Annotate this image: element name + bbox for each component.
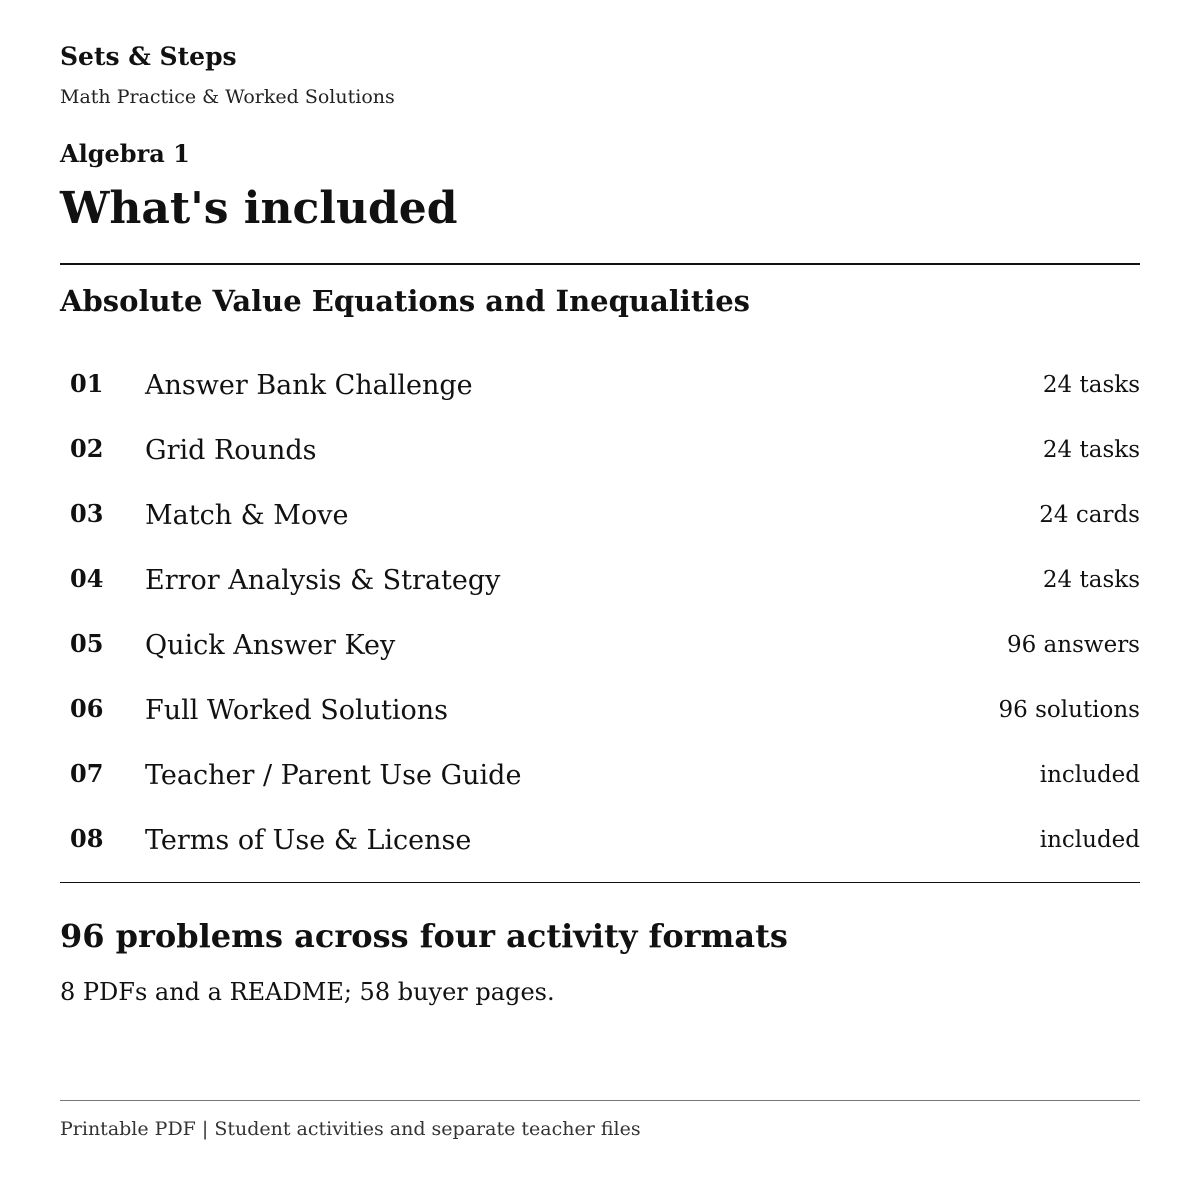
item-count: 24 tasks: [1042, 567, 1140, 593]
item-number: 07: [70, 759, 104, 788]
contents-list: [60, 352, 1140, 872]
footer-text: Printable PDF | Student activities and separate teacher files: [60, 1118, 641, 1140]
summary-title: 96 problems across four activity formats: [60, 917, 788, 955]
summary-text: 8 PDFs and a README; 58 buyer pages.: [60, 978, 555, 1006]
item-count: 24 tasks: [1042, 437, 1140, 463]
item-label: Grid Rounds: [145, 435, 317, 466]
list-divider: [60, 882, 1140, 883]
item-label: Full Worked Solutions: [145, 695, 449, 726]
page-title: What's included: [60, 183, 458, 234]
item-count: included: [1039, 827, 1140, 853]
brand-name: Sets & Steps: [60, 42, 237, 71]
item-label: Teacher / Parent Use Guide: [145, 760, 522, 791]
item-label: Quick Answer Key: [145, 630, 396, 661]
item-number: 05: [70, 629, 104, 658]
list-item: [60, 742, 1140, 807]
list-item: [60, 417, 1140, 482]
list-item: [60, 547, 1140, 612]
list-item: [60, 677, 1140, 742]
item-number: 04: [70, 564, 104, 593]
item-number: 06: [70, 694, 104, 723]
item-number: 08: [70, 824, 104, 853]
item-number: 02: [70, 434, 104, 463]
item-number: 03: [70, 499, 104, 528]
item-count: 24 cards: [1039, 502, 1140, 528]
page: [60, 0, 1140, 1200]
item-label: Match & Move: [145, 500, 349, 531]
item-label: Answer Bank Challenge: [145, 370, 473, 401]
item-label: Terms of Use & License: [145, 825, 472, 856]
section-title: Absolute Value Equations and Inequalities: [60, 284, 751, 318]
item-count: 96 solutions: [998, 697, 1140, 723]
brand-tagline: Math Practice & Worked Solutions: [60, 86, 395, 108]
list-item: [60, 482, 1140, 547]
list-item: [60, 807, 1140, 872]
list-item: [60, 352, 1140, 417]
item-count: 24 tasks: [1042, 372, 1140, 398]
course-label: Algebra 1: [60, 139, 190, 168]
footer-divider: [60, 1100, 1140, 1101]
header-divider: [60, 263, 1140, 265]
list-item: [60, 612, 1140, 677]
item-number: 01: [70, 369, 104, 398]
item-label: Error Analysis & Strategy: [145, 565, 501, 596]
item-count: included: [1039, 762, 1140, 788]
item-count: 96 answers: [1006, 632, 1140, 658]
